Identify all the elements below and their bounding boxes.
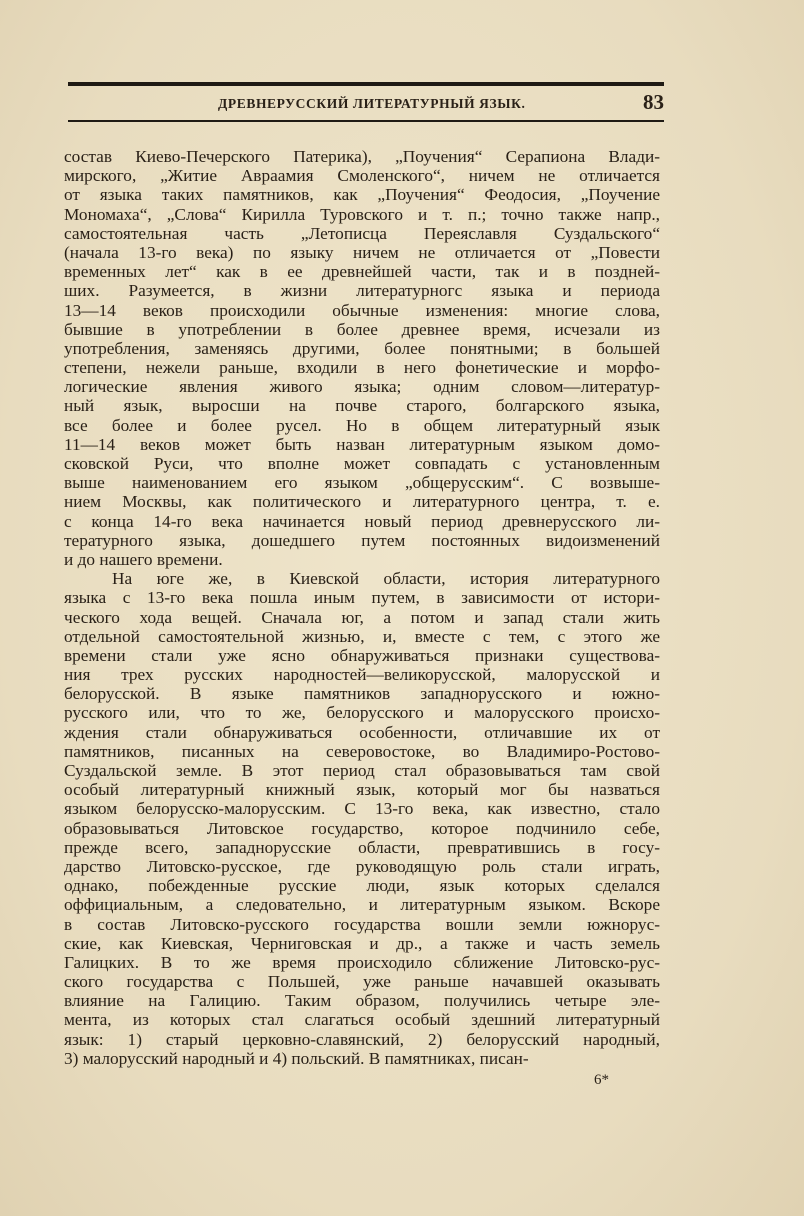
- text-line: однако, побежденные русские люди, язык которых сделался: [64, 876, 660, 896]
- page-number: 83: [643, 90, 664, 114]
- text-line: сковской Руси, что вполне может совпадать с установленным: [64, 454, 660, 473]
- text-line: 3) малорусский народный и 4) польский. В памятниках, писан-: [64, 1048, 529, 1068]
- text-line: от языка таких памятников, как „Поучения“ Феодосия, „Поучение: [64, 185, 660, 205]
- text-line: влияние на Галицию. Таким образом, получились четыре эле-: [64, 991, 660, 1011]
- text-line: ших. Разумеется, в жизни литературногс языка и периода: [64, 281, 660, 301]
- text-line: ный язык, выросши на почве старого, болгарского языка,: [64, 396, 660, 416]
- header-rule-top: [68, 82, 664, 86]
- printer-signature-mark: 6*: [594, 1072, 609, 1088]
- text-line: памятников, писанных на северовостоке, во Владимиро-Ростово-: [64, 741, 660, 761]
- text-line: ские, как Киевская, Черниговская и др., а также и часть земель: [64, 933, 660, 953]
- text-line: все более и более русел. Но в общем литературный язык: [64, 415, 660, 435]
- text-line: языком белорусско-малорусским. С 13-го века, как известно, стало: [64, 799, 660, 819]
- text-line: дарство Литовско-русское, где руководящую роль стали играть,: [64, 856, 660, 876]
- text-line: 11—14 веков может быть назван литературным языком домо-: [64, 434, 660, 454]
- text-line: ждения стали обнаруживаться особенности, отличавшие их от: [64, 722, 660, 742]
- text-line: в состав Литовско-русского государства вошли земли южнорус-: [64, 914, 660, 934]
- text-line: Суздальской земле. В этот период стал образовываться там свой: [64, 761, 660, 780]
- text-line: нием Москвы, как политического и литературного центра, т. е.: [64, 492, 660, 512]
- text-line: язык: 1) старый церковно-славянский, 2) белорусский народный,: [64, 1029, 660, 1049]
- text-line: Мономаха“, „Слова“ Кирилла Туровского и т. п.; точно также напр.,: [64, 204, 660, 224]
- text-line: с конца 14-го века начинается новый период древнерусского ли-: [64, 511, 660, 531]
- text-line: 13—14 веков происходили обычные изменения: многие слова,: [64, 300, 660, 320]
- text-line: оффициальным, а следовательно, и литературным языком. Вскоре: [64, 895, 660, 915]
- text-line: белорусской. В языке памятников западнорусского и южно-: [64, 684, 660, 704]
- text-line: логические явления живого языка; одним словом—литератур-: [64, 377, 660, 397]
- text-line: самостоятельная часть „Летописца Переяславля Суздальского“: [64, 223, 660, 243]
- page-header: [68, 90, 664, 118]
- text-line: прежде всего, западнорусские области, превратившись в госу-: [64, 837, 660, 857]
- text-line: ского государства с Польшей, уже раньше начавшей оказывать: [64, 972, 660, 992]
- text-line: тературного языка, дошедшего путем постоянных видоизменений: [64, 530, 660, 550]
- text-line: состав Киево-Печерского Патерика), „Поучения“ Серапиона Влади-: [64, 147, 660, 166]
- text-line: мента, из которых стал слагаться особый здешний литературный: [64, 1010, 660, 1030]
- text-line: На юге же, в Киевской области, история литературного: [112, 569, 660, 589]
- text-line: употребления, заменяясь другими, более понятными; в большей: [64, 338, 660, 358]
- body-text: [64, 147, 660, 1068]
- text-line: бывшие в употреблении в более древнее время, исчезали из: [64, 319, 660, 339]
- text-line: времени стали уже ясно обнаруживаться признаки существова-: [64, 645, 660, 665]
- text-line: временных лет“ как в ее древнейшей части, так и в поздней-: [64, 262, 660, 282]
- text-line: и до нашего времени.: [64, 549, 223, 569]
- text-line: ческого хода вещей. Сначала юг, а потом и запад стали жить: [64, 607, 660, 627]
- text-line: особый литературный книжный язык, который мог бы назваться: [64, 780, 660, 800]
- text-line: мирского, „Житие Авраамия Смоленского“, ничем не отличается: [64, 166, 660, 186]
- text-line: отдельной самостоятельной жизнью, и, вместе с тем, с этого же: [64, 626, 660, 646]
- text-line: Галицких. В то же время происходило сближение Литовско-рус-: [64, 952, 660, 972]
- header-rule-bottom: [68, 120, 664, 122]
- text-line: языка с 13-го века пошла иным путем, в зависимости от истори-: [64, 588, 660, 608]
- text-line: (начала 13-го века) по языку ничем не отличается от „Повести: [64, 242, 660, 262]
- running-head: ДРЕВНЕРУССКИЙ ЛИТЕРАТУРНЫЙ ЯЗЫК.: [218, 96, 526, 111]
- text-line: русского или, что то же, белорусского и малорусского происхо-: [64, 703, 660, 723]
- text-line: выше наименованием его языком „общерусским“. С возвыше-: [64, 473, 660, 493]
- text-line: ния трех русских народностей—великорусской, малорусской и: [64, 665, 660, 685]
- text-line: степени, нежели раньше, входили в него фонетические и морфо-: [64, 358, 660, 378]
- text-line: образовываться Литовское государство, которое подчинило себе,: [64, 818, 660, 838]
